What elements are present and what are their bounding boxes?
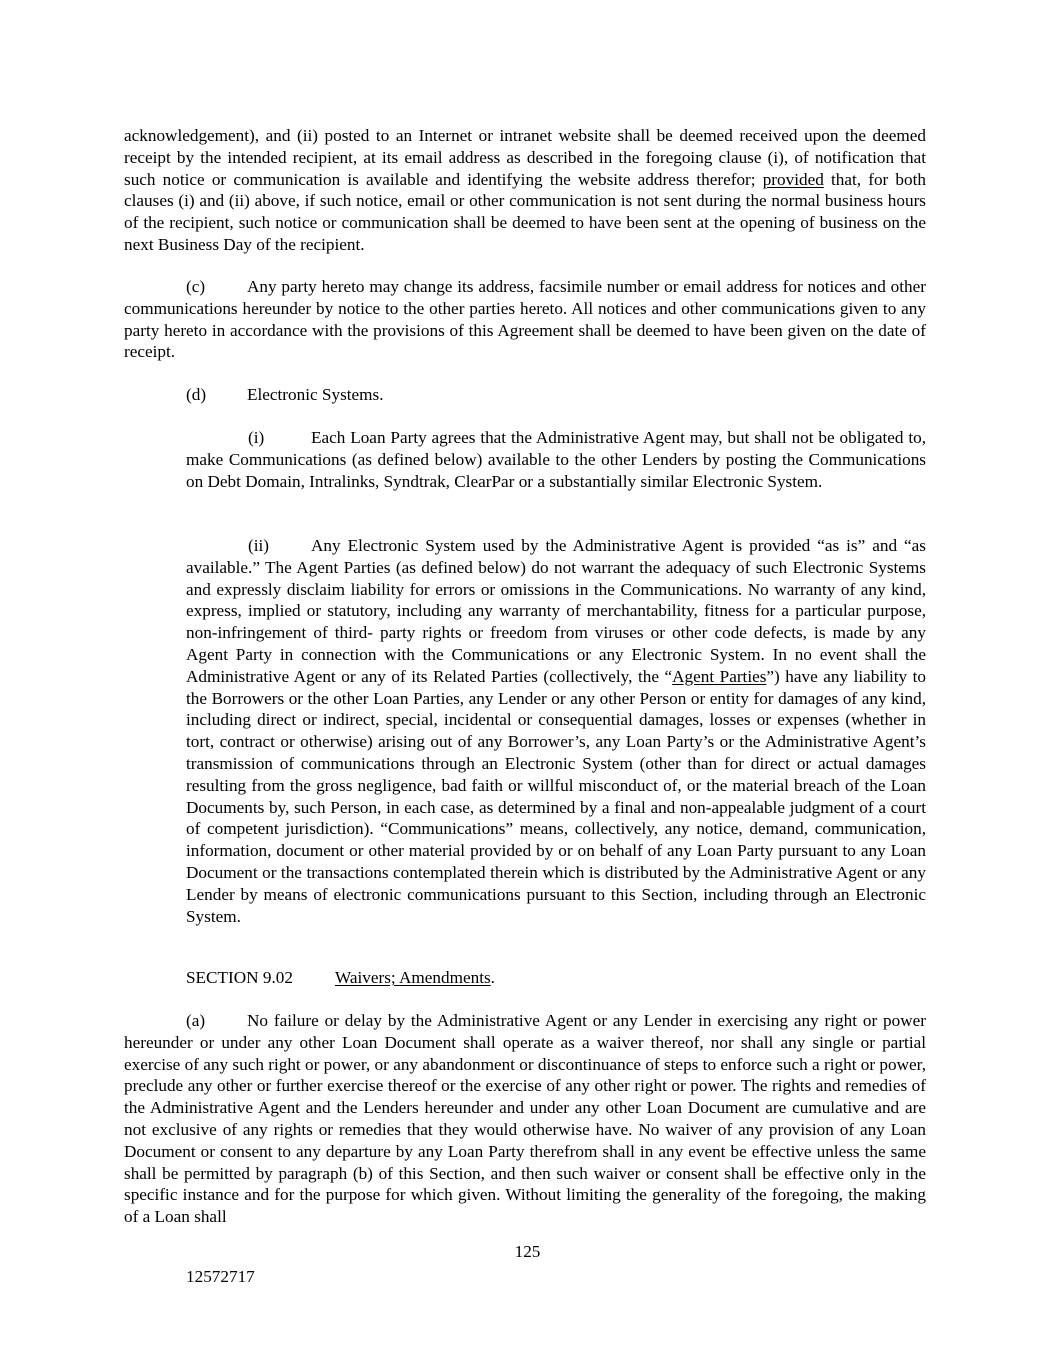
clause-label: (i) — [248, 428, 265, 447]
paragraph-text: acknowledgement), and (ii) posted to an Internet or intranet website shall be deemed received upon the deemed receipt by the intended recipient, at its email address as described in the foregoing clause (i), of notification that such notice or communication is available and identifying the website address therefor; — [124, 126, 926, 189]
agent-parties-term: Agent Parties — [672, 666, 767, 686]
paragraph-notice-receipt — [124, 125, 926, 256]
paragraph-d-i — [186, 427, 926, 492]
paragraph-text: Any Electronic System used by the Administrative Agent is provided “as is” and “as available.” The Agent Parties (as defined below) do not warrant the adequacy of such Electronic Systems and expressly disclaim liability for errors or omissions in the Communications. No warranty of any kind, express, implied or statutory, including any warranty of merchantability, fitness for a particular purpose, non-infringement of third- party rights or freedom from viruses or other code defects, is made by any Agent Party in connection with the Communications or any Electronic System. In no event shall the Administrative Agent or any of its Related Parties (collectively, the “ — [186, 536, 926, 686]
paragraph-text: that, for both clauses (i) and (ii) above, if such notice, email or other communication is not sent during the normal business hours of the recipient, such notice or communication shall be deemed to have been sent at the opening of business on the next Business Day of the recipient. — [124, 169, 926, 254]
section-number: SECTION 9.02 — [186, 968, 293, 987]
paragraph-a — [124, 1010, 926, 1228]
clause-label: (c) — [186, 277, 206, 296]
clause-label: (a) — [186, 1011, 206, 1030]
paragraph-text: Each Loan Party agrees that the Administrative Agent may, but shall not be obligated to, make Communications (as defined below) available to the other Lenders by posting the Communications on Debt Domain, Intralinks, Syndtrak, ClearPar or a substantially similar Electronic System. — [186, 428, 926, 491]
section-title: Waivers; Amendments — [335, 968, 491, 987]
document-id: 12572717 — [186, 1267, 255, 1286]
paragraph-text: Any party hereto may change its address, facsimile number or email address for notices and other communications hereunder by notice to the other parties hereto. All notices and other communications given to any party hereto in accordance with the provisions of this Agreement shall be deemed to have been given on the date of receipt. — [124, 277, 926, 362]
paragraph-d — [124, 384, 926, 406]
paragraph-text: Electronic Systems. — [247, 385, 384, 404]
paragraph-c — [124, 276, 926, 363]
section-period: . — [490, 968, 495, 987]
paragraph-text: No failure or delay by the Administrative Agent or any Lender in exercising any right or power hereunder or under any other Loan Document shall operate as a waiver thereof, nor shall any single or partial exercise of any such right or power, or any abandonment or discontinuance of steps to enforce such a right or power, preclude any other or further exercise thereof or the exercise of any other right or power. The rights and remedies of the Administrative Agent and the Lenders hereunder and under any other Loan Document are cumulative and are not exclusive of any rights or remedies that they would otherwise have. No waiver of any provision of any Loan Document or consent to any departure by any Loan Party therefrom shall in any event be effective unless the same shall be permitted by paragraph (b) of this Section, and then such waiver or consent shall be effective only in the specific instance and for the purpose for which given. Without limiting the generality of the foregoing, the making of a Loan shall — [124, 1011, 926, 1227]
page-number: 125 — [514, 1242, 541, 1261]
provided-term: provided — [762, 169, 824, 189]
section-heading — [186, 967, 926, 989]
paragraph-d-ii — [186, 535, 926, 927]
clause-label: (d) — [186, 385, 207, 404]
clause-label: (ii) — [248, 536, 269, 555]
paragraph-text: ”) have any liability to the Borrowers or the other Loan Parties, any Lender or any other Person or entity for damages of any kind, including direct or indirect, special, incidental or consequential damages, losses or expenses (whether in tort, contract or otherwise) arising out of any Borrower’s, any Loan Party’s or the Administrative Agent’s transmission of communications through an Electronic System (other than for direct or actual damages resulting from the gross negligence, bad faith or willful misconduct of, or the material breach of the Loan Documents by, such Person, in each case, as determined by a final and non-appealable judgment of a court of competent jurisdiction). “Communications” means, collectively, any notice, demand, communication, information, document or other material provided by or on behalf of any Loan Party pursuant to any Loan Document or the transactions contemplated therein which is distributed by the Administrative Agent or any Lender by means of electronic communications pursuant to this Section, including through an Electronic System. — [186, 666, 926, 926]
